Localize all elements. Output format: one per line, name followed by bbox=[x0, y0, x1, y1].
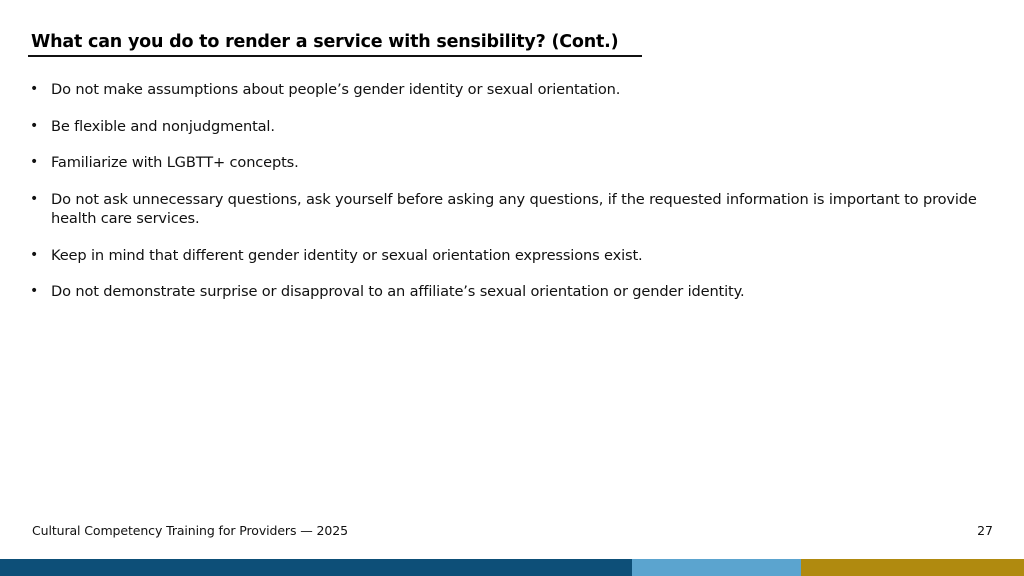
footer-bar-dark-blue bbox=[0, 559, 632, 576]
bullet-text: Do not make assumptions about people’s gender identity or sexual orientation. bbox=[51, 81, 621, 98]
footer-caption: Cultural Competency Training for Providers — 2025 bbox=[32, 523, 348, 538]
bullet-glyph: • bbox=[30, 81, 39, 97]
slide-title-block bbox=[28, 30, 642, 57]
bullet-text: Do not ask unnecessary questions, ask yourself before asking any questions, if the requested information is important to provide health care services. bbox=[51, 190, 977, 227]
bullet-item bbox=[30, 246, 980, 266]
title-underline bbox=[28, 55, 642, 57]
bullet-text: Do not demonstrate surprise or disapproval to an affiliate’s sexual orientation or gender identity. bbox=[51, 283, 745, 300]
bullet-glyph: • bbox=[30, 246, 39, 263]
slide-title: What can you do to render a service with sensibility? (Cont.) bbox=[31, 32, 619, 52]
page-number: 27 bbox=[977, 523, 993, 538]
bullet-text: Keep in mind that different gender identity or sexual orientation expressions exist. bbox=[51, 246, 643, 264]
bullet-item bbox=[30, 190, 980, 229]
bullet-list bbox=[30, 80, 980, 319]
bullet-text: Familiarize with LGBTT+ concepts. bbox=[51, 154, 299, 171]
bullet-glyph: • bbox=[30, 190, 39, 207]
bullet-glyph: • bbox=[30, 283, 39, 299]
bullet-item bbox=[30, 80, 980, 100]
bullet-item bbox=[30, 117, 980, 137]
bullet-text: Be flexible and nonjudgmental. bbox=[51, 117, 275, 135]
bullet-glyph: • bbox=[30, 154, 39, 170]
footer-bar-light-blue bbox=[632, 559, 801, 576]
footer-bar-gold bbox=[801, 559, 1024, 576]
bullet-glyph: • bbox=[30, 117, 39, 134]
bullet-item bbox=[30, 153, 980, 173]
bullet-item bbox=[30, 282, 980, 302]
